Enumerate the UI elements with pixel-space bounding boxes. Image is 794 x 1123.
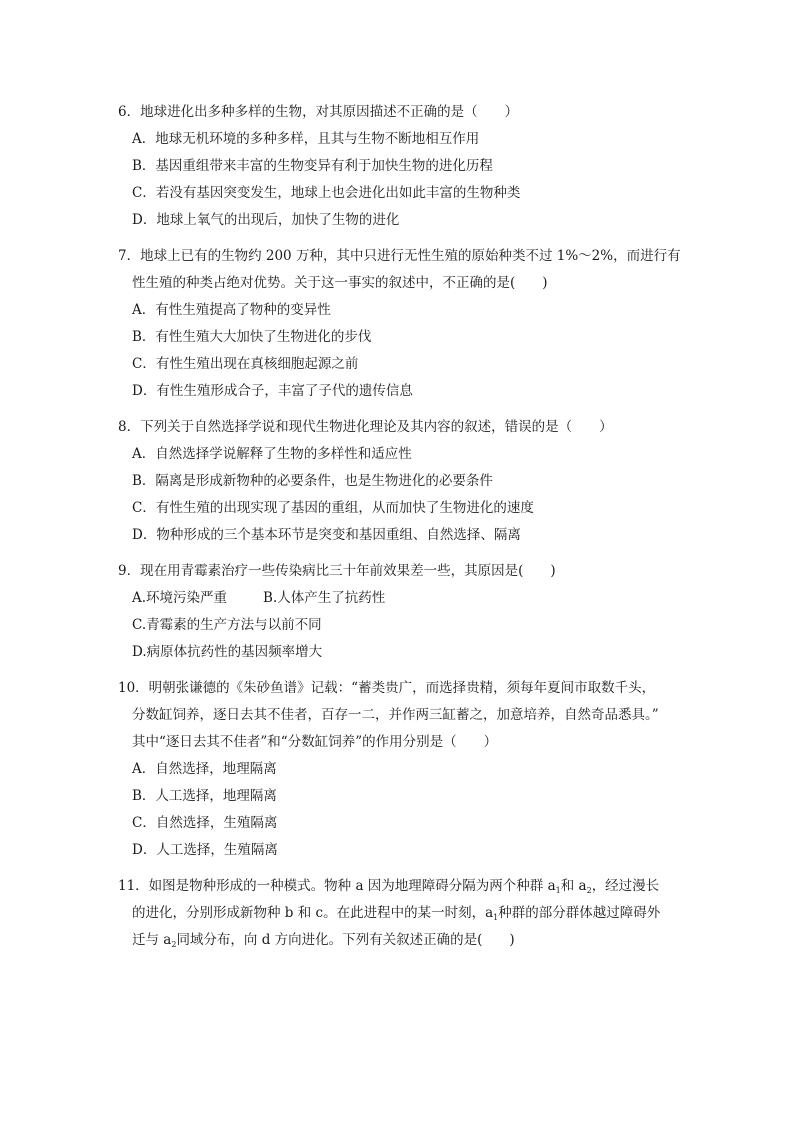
question-stem: 10．明朝张谦德的《朱砂鱼谱》记载：“蓄类贵广，而选择贵精，须每年夏间市取数千头， bbox=[118, 680, 656, 696]
question-7 bbox=[118, 243, 681, 405]
option-b: B.人体产生了抗药性 bbox=[263, 590, 386, 606]
option-d: D．人工选择，生殖隔离 bbox=[132, 842, 278, 858]
option-b: B．人工选择，地理隔离 bbox=[132, 788, 277, 804]
option-b: B．有性生殖大大加快了生物进化的步伐 bbox=[132, 329, 372, 345]
question-stem: 8．下列关于自然选择学说和现代生物进化理论及其内容的叙述，错误的是（ ） bbox=[118, 419, 613, 435]
question-list bbox=[118, 99, 681, 954]
question-stem: 6．地球进化出多种多样的生物，对其原因描述不正确的是（ ） bbox=[118, 104, 519, 120]
option-d: D．物种形成的三个基本环节是突变和基因重组、自然选择、隔离 bbox=[132, 527, 521, 543]
question-stem-continued: 分数缸饲养，逐日去其不佳者，百存一二，并作两三缸蓄之，加意培养，自然奇品悉具。” bbox=[132, 707, 659, 723]
question-stem-continued: 迁与 $a_2$同域分布，向 d 方向进化。下列有关叙述正确的是( ) bbox=[132, 932, 515, 949]
option-a: A．有性生殖提高了物种的变异性 bbox=[132, 302, 331, 318]
question-stem: 11．如图是物种形成的一种模式。物种 a 因为地理障碍分隔为两个种群 $a_1$和 $a_2$，经过漫长 bbox=[118, 878, 660, 895]
question-stem: 7．地球上已有的生物约 200 万种，其中只进行无性生殖的原始种类不过 1%～2%，而进行有 bbox=[118, 248, 681, 264]
question-8 bbox=[118, 414, 678, 549]
option-c: C．自然选择，生殖隔离 bbox=[132, 815, 278, 831]
option-b: B．隔离是形成新物种的必要条件，也是生物进化的必要条件 bbox=[132, 473, 493, 489]
question-stem-continued: 性生殖的种类占绝对优势。关于这一事实的叙述中，不正确的是( ) bbox=[132, 275, 548, 291]
option-d: D.病原体抗药性的基因频率增大 bbox=[132, 644, 323, 660]
option-c: C．若没有基因突变发生，地球上也会进化出如此丰富的生物种类 bbox=[132, 185, 521, 201]
option-c: C.青霉素的生产方法与以前不同 bbox=[132, 617, 322, 633]
option-a: A．地球无机环境的多种多样，且其与生物不断地相互作用 bbox=[132, 131, 480, 147]
question-stem-continued: 其中“逐日去其不佳者”和“分数缸饲养”的作用分别是（ ） bbox=[132, 734, 498, 750]
question-10 bbox=[118, 675, 678, 864]
question-stem-continued: 的进化，分别形成新物种 b 和 c。在此进程中的某一时刻，$a_1$种群的部分群体越过障碍外 bbox=[132, 905, 661, 922]
option-a: A．自然选择学说解释了生物的多样性和适应性 bbox=[132, 446, 412, 462]
option-d: D．有性生殖形成合子，丰富了子代的遗传信息 bbox=[132, 383, 413, 399]
question-6 bbox=[118, 99, 678, 234]
option-a: A．自然选择，地理隔离 bbox=[132, 761, 277, 777]
option-a: A.环境污染严重 bbox=[132, 590, 228, 606]
option-d: D．地球上氧气的出现后，加快了生物的进化 bbox=[132, 212, 400, 228]
option-c: C．有性生殖的出现实现了基因的重组，从而加快了生物进化的速度 bbox=[132, 500, 534, 516]
question-stem: 9．现在用青霉素治疗一些传染病比三十年前效果差一些，其原因是( ) bbox=[118, 563, 556, 579]
option-b: B．基因重组带来丰富的生物变异有利于加快生物的进化历程 bbox=[132, 158, 493, 174]
option-row-ab bbox=[118, 585, 678, 612]
question-11 bbox=[118, 873, 678, 954]
question-9 bbox=[118, 558, 678, 666]
option-c: C．有性生殖出现在真核细胞起源之前 bbox=[132, 356, 359, 372]
